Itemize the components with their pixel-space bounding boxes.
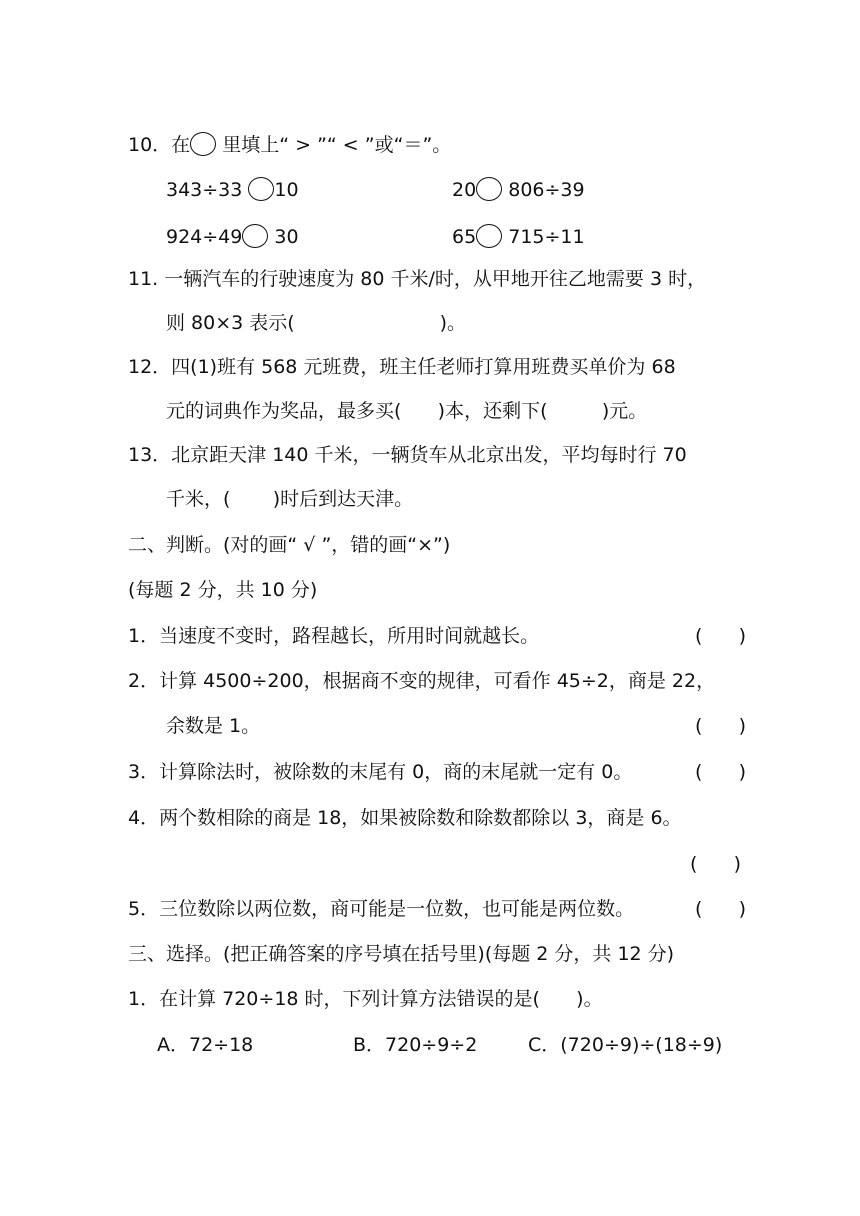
q10-expr-right: 806÷39 bbox=[502, 179, 585, 201]
section-3-heading: 三、选择。(把正确答案的序号填在括号里)(每题 2 分，共 12 分) bbox=[128, 943, 675, 965]
q10-compare-3 bbox=[166, 224, 299, 249]
q11-line-2: 则 80×3 表示( )。 bbox=[166, 312, 467, 334]
q12-line-2: 元的词典作为奖品，最多买( )本，还剩下( )元。 bbox=[166, 400, 648, 422]
section-2-points: (每题 2 分，共 10 分) bbox=[128, 579, 318, 601]
answer-paren[interactable]: ( ) bbox=[695, 625, 747, 647]
answer-paren[interactable]: ( ) bbox=[695, 715, 747, 737]
compare-circle[interactable] bbox=[476, 177, 502, 201]
q13-line-1: 13．北京距天津 140 千米，一辆货车从北京出发，平均每时行 70 bbox=[128, 444, 687, 466]
q10-prefix: 10．在 bbox=[128, 134, 191, 156]
section-2-heading: 二、判断。(对的画“ √ ”，错的画“×”) bbox=[128, 534, 451, 556]
q10-expr-left: 65 bbox=[452, 226, 477, 248]
judge-item-4: 4．两个数相除的商是 18，如果被除数和除数都除以 3，商是 6。 bbox=[128, 807, 682, 829]
option-a[interactable]: A．72÷18 bbox=[157, 1034, 254, 1056]
answer-paren[interactable]: ( ) bbox=[690, 853, 742, 875]
choice-question-1: 1．在计算 720÷18 时，下列计算方法错误的是( )。 bbox=[128, 988, 603, 1010]
compare-circle[interactable] bbox=[248, 177, 274, 201]
q10-compare-4 bbox=[452, 224, 585, 249]
q10-expr-right: 30 bbox=[268, 226, 299, 248]
judge-item-1: 1．当速度不变时，路程越长，所用时间就越长。 bbox=[128, 625, 540, 647]
q10-compare-1 bbox=[166, 177, 299, 202]
judge-item-3: 3．计算除法时，被除数的末尾有 0，商的末尾就一定有 0。 bbox=[128, 761, 633, 783]
option-b[interactable]: B．720÷9÷2 bbox=[353, 1034, 478, 1056]
answer-paren[interactable]: ( ) bbox=[695, 761, 747, 783]
judge-item-2: 2．计算 4500÷200，根据商不变的规律，可看作 45÷2，商是 22， bbox=[128, 670, 716, 692]
q10-compare-2 bbox=[452, 177, 585, 202]
q10-expr-right: 715÷11 bbox=[502, 226, 585, 248]
q12-line-1: 12．四(1)班有 568 元班费，班主任老师打算用班费买单价为 68 bbox=[128, 356, 676, 378]
compare-circle[interactable] bbox=[242, 224, 268, 248]
q13-line-2: 千米，( )时后到达天津。 bbox=[166, 488, 414, 510]
judge-item-5: 5．三位数除以两位数，商可能是一位数，也可能是两位数。 bbox=[128, 898, 635, 920]
circle-blank-icon bbox=[190, 132, 216, 156]
q10-suffix: 里填上“ > ”“ < ”或“＝”。 bbox=[216, 134, 452, 156]
option-c[interactable]: C．(720÷9)÷(18÷9) bbox=[528, 1034, 723, 1056]
q11-line-1: 11. 一辆汽车的行驶速度为 80 千米/时，从甲地开往乙地需要 3 时， bbox=[128, 268, 707, 290]
question-10-prompt bbox=[128, 132, 451, 157]
q10-expr-left: 924÷49 bbox=[166, 226, 243, 248]
compare-circle[interactable] bbox=[476, 224, 502, 248]
q10-expr-left: 20 bbox=[452, 179, 477, 201]
q10-expr-left: 343÷33 bbox=[166, 179, 249, 201]
answer-paren[interactable]: ( ) bbox=[695, 898, 747, 920]
judge-item-2-cont: 余数是 1。 bbox=[166, 715, 261, 737]
q10-expr-right: 10 bbox=[274, 179, 299, 201]
